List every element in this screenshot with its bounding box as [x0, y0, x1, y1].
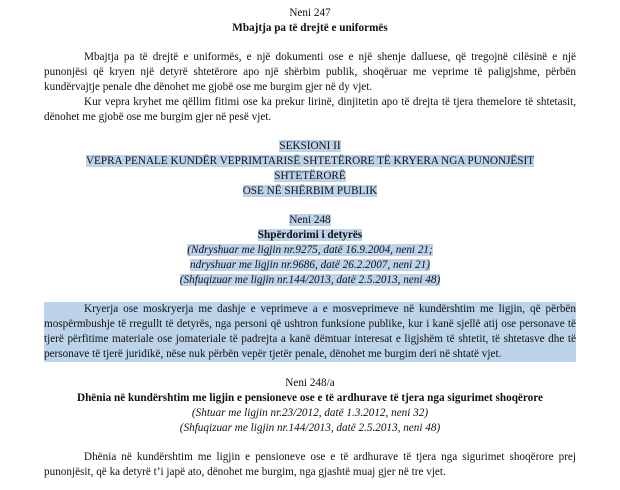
article-number: Neni 248: [289, 214, 331, 226]
article-number: Neni 248/a: [285, 377, 335, 389]
article-paragraph: Kur vepra kryhet me qëllim fitimi ose ka prekur lirinë, dinjitetin apo të drejta të tjera themelore të shtetasit, dënohet me gjobë ose me burgim gjer në pesë vjet.: [44, 96, 576, 123]
article-title: Dhënia në kundërshtim me ligjin e pensioneve ose e të ardhurave të tjera nga sigurimet shoqërore: [76, 392, 543, 404]
article-248: [0, 213, 620, 362]
amendment-note: (Ndryshuar me ligjin nr.9275, datë 16.9.2004, neni 21;: [187, 244, 433, 256]
article-248a: [0, 376, 620, 480]
section-title-line: SHTETËRORË: [274, 170, 346, 182]
article-paragraph: Mbajtja pa të drejtë e uniformës, e një dokumenti ose e një shenje dalluese, që tregojnë cilësinë e një punonjësi që kryen një detyrë shtetërore apo një shërbim publik, shoqëruar me veprime të paligjshme, përbën kundërvajtje penale dhe dënohet me gjobë ose me burgim gjer në dy vjet.: [44, 51, 576, 93]
article-paragraph: Kryerja ose moskryerja me dashje e veprimeve a e mosveprimeve në kundërshtim me ligjin, që përbën mospërmbushje të rregullt të detyrës, nga personi që ushtron funksione publike, kur i kanë sjellë atij ose personave të tjerë përfitime materiale ose jomateriale të padrejta a kanë dëmtuar interesat e ligjshëm të shtetit, të shtetasve dhe të personave të tjerë juridikë, nëse nuk përbën vepër tjetër penale, dënohet me burgim deri në shtatë vjet.: [44, 303, 576, 360]
repeal-note: (Shfuqizuar me ligjin nr.144/2013, datë 2.5.2013, neni 48): [179, 274, 441, 286]
section-heading: [0, 139, 620, 199]
article-paragraph: Dhënia në kundërshtim me ligjin e pensioneve ose e të ardhurave të tjera nga sigurimet shoqërore prej punonjësit, që ka detyrë t’i japë ato, dënohet me burgim, nga gjashtë muaj gjer në tre vjet.: [44, 451, 576, 478]
section-number: SEKSIONI II: [279, 140, 341, 152]
amendment-note: ndryshuar me ligjin nr.9686, datë 26.2.2007, neni 21): [190, 259, 430, 271]
article-247: [0, 6, 620, 125]
amendment-note: (Shtuar me ligjin nr.23/2012, datë 1.3.2012, neni 32): [191, 407, 429, 419]
article-number: Neni 247: [289, 7, 331, 19]
article-title: Mbajtja pa të drejtë e uniformës: [232, 22, 388, 34]
article-title: Shpërdorimi i detyrës: [257, 229, 363, 241]
section-title-line: OSE NË SHËRBIM PUBLIK: [242, 185, 378, 197]
repeal-note: (Shfuqizuar me ligjin nr.144/2013, datë 2.5.2013, neni 48): [179, 422, 441, 434]
section-title-line: VEPRA PENALE KUNDËR VEPRIMTARISË SHTETËRORE TË KRYERA NGA PUNONJËSIT: [85, 155, 535, 167]
